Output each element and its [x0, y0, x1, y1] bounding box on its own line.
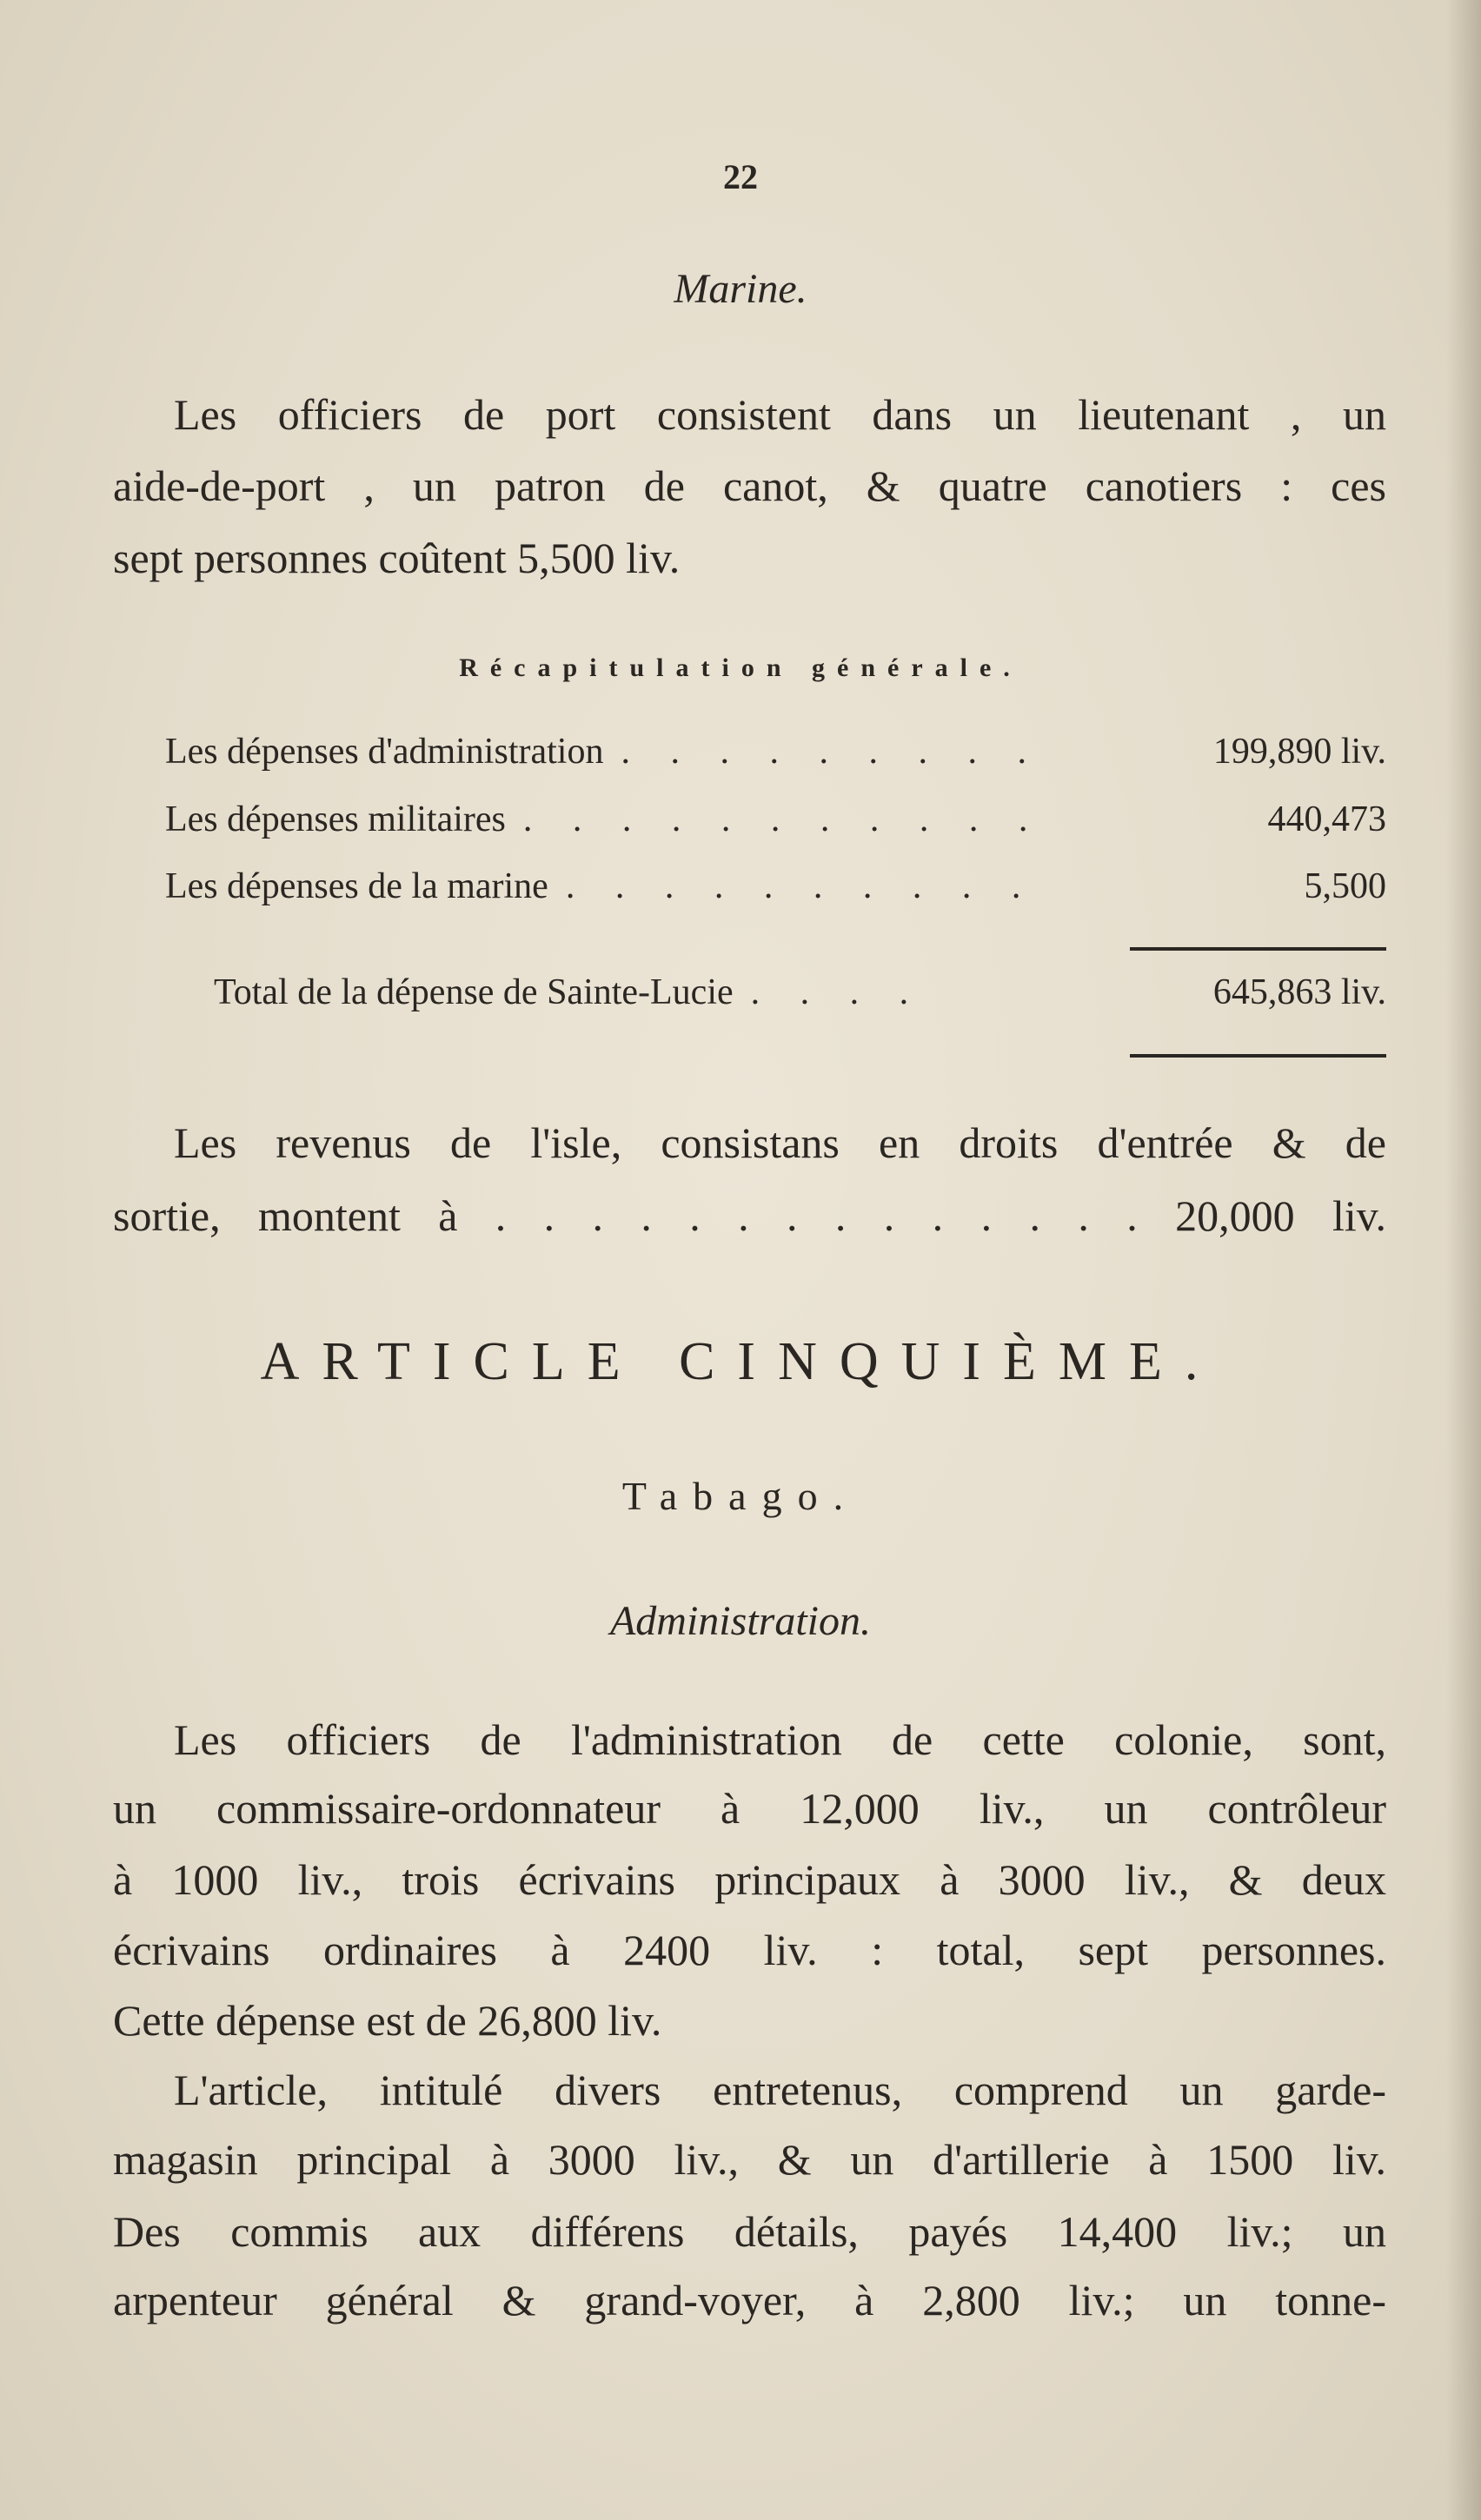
marine-line: aide-de-port , un patron de canot, & quatre canotiers : ces	[113, 461, 1386, 510]
recap-value: 440,473	[1267, 799, 1386, 839]
recap-label: Les dépenses de la marine	[165, 866, 548, 906]
admin-line: un commissaire-ordonnateur à 12,000 liv., un contrôleur	[113, 1784, 1386, 1833]
recap-row	[165, 865, 1386, 908]
recap-row	[165, 730, 1386, 773]
marine-line: sept personnes coûtent 5,500 liv.	[113, 534, 681, 582]
admin-line: Cette dépense est de 26,800 liv.	[113, 1996, 662, 2045]
admin-line: à 1000 liv., trois écrivains principaux à 3000 liv., & deux	[113, 1855, 1386, 1904]
admin-line: L'article, intitulé divers entretenus, comprend un garde-	[174, 2066, 1386, 2114]
recap-heading: Récapitulation générale.	[459, 653, 1022, 682]
marine-line: Les officiers de port consistent dans un lieutenant , un	[174, 390, 1386, 439]
sum-rule	[1130, 947, 1386, 951]
leader-dots: . . . .	[750, 972, 925, 1012]
page-number: 22	[723, 157, 758, 196]
recap-value: 199,890 liv.	[1212, 732, 1386, 772]
revenus-line: Les revenus de l'isle, consistans en droits d'entrée & de	[174, 1118, 1386, 1167]
admin-line: Les officiers de l'administration de cette colonie, sont,	[174, 1715, 1386, 1764]
marine-heading: Marine.	[674, 266, 807, 312]
leader-dots: . . . . . . . . . .	[565, 866, 1037, 906]
recap-total-row	[214, 971, 1386, 1014]
total-value: 645,863 liv.	[1212, 972, 1386, 1012]
admin-line: magasin principal à 3000 liv., & un d'artillerie à 1500 liv.	[113, 2135, 1386, 2184]
recap-value: 5,500	[1304, 866, 1386, 906]
admin-line: arpenteur général & grand-voyer, à 2,800 liv.; un tonne-	[113, 2276, 1386, 2324]
total-label: Total de la dépense de Sainte-Lucie	[214, 972, 734, 1012]
administration-heading: Administration.	[609, 1598, 872, 1644]
page-edge-shadow	[1446, 0, 1481, 2520]
admin-line: écrivains ordinaires à 2400 liv. : total, sept personnes.	[113, 1926, 1386, 1974]
revenus-line: sortie, montent à . . . . . . . . . . . . . . 20,000 liv.	[113, 1191, 1386, 1240]
leader-dots: . . . . . . . . . . .	[522, 799, 1044, 839]
total-rule	[1130, 1054, 1386, 1058]
leader-dots: . . . . . . . . .	[621, 732, 1042, 772]
recap-row	[165, 798, 1386, 841]
recap-label: Les dépenses militaires	[165, 799, 506, 839]
tabago-heading: Tabago.	[621, 1474, 860, 1518]
recap-label: Les dépenses d'administration	[165, 732, 604, 772]
article-heading: ARTICLE CINQUIÈME.	[260, 1332, 1221, 1391]
admin-line: Des commis aux différens détails, payés 14,400 liv.; un	[113, 2207, 1386, 2256]
